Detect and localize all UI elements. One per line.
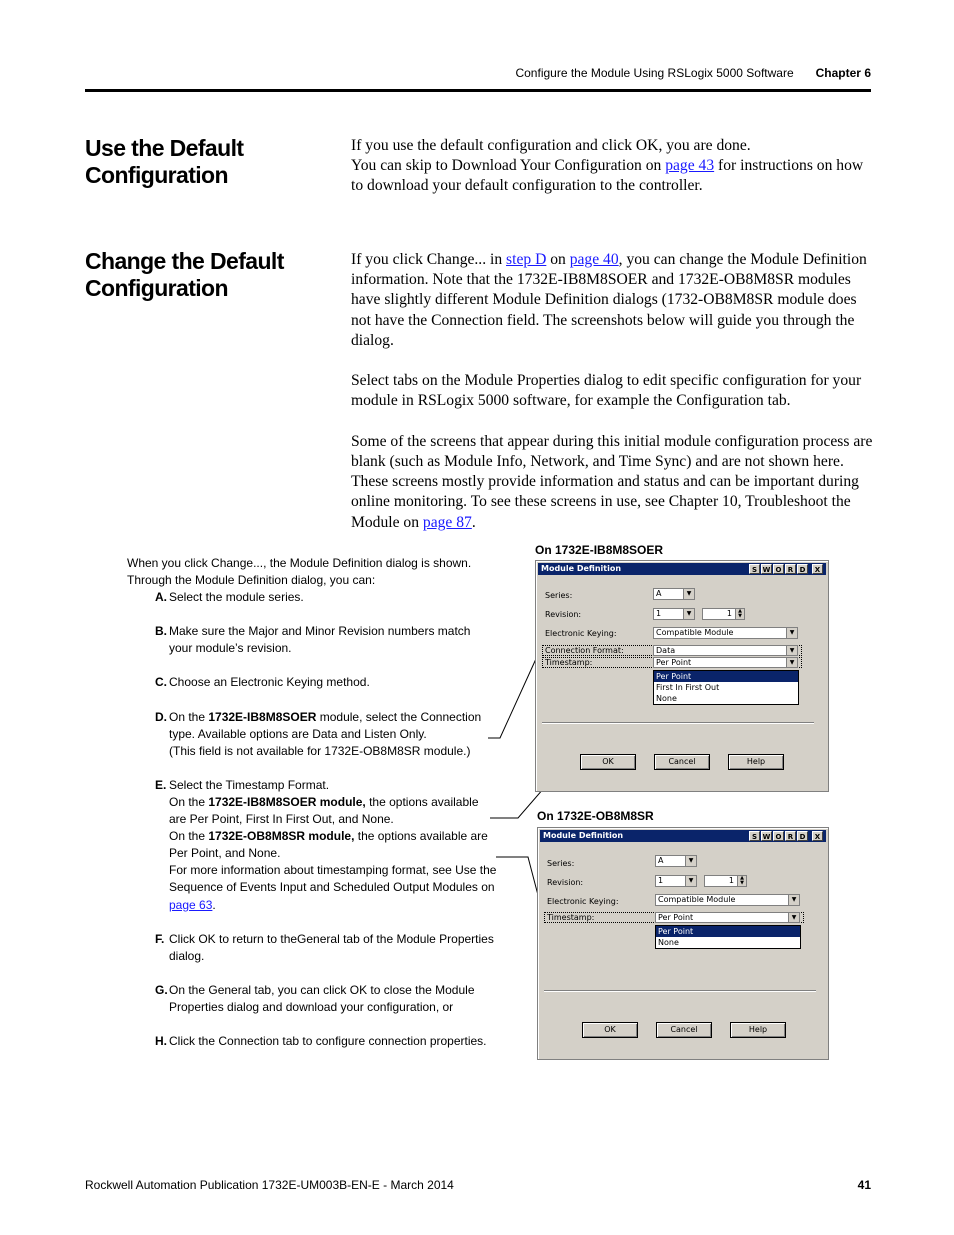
series-value: A: [658, 856, 664, 865]
revision-minor-value: 1: [726, 609, 732, 618]
o-button[interactable]: O: [773, 564, 784, 574]
ok-button[interactable]: OK: [582, 1022, 638, 1038]
text-run: .: [471, 513, 476, 531]
revision-major-select[interactable]: [655, 875, 697, 887]
revision-minor-input[interactable]: [704, 875, 738, 887]
d-button[interactable]: D: [797, 831, 808, 841]
dialog2-caption: On 1732E-OB8M8SR: [537, 809, 654, 823]
module-definition-dialog-1: [535, 560, 829, 792]
text-run: Some of the screens that appear during this initial module configuration process are blank (such as Module Info, Network, and Time Sync) and are not shown here. These screens mostly provide information and status and can be important during online monitoring. To see these screens in use, see Chapter 10, Troubleshoot the Module on: [351, 432, 873, 531]
dialog-title: Module Definition: [541, 564, 622, 573]
text-run: If you click Change... in: [351, 251, 507, 268]
text-run: .: [212, 897, 216, 912]
callout-connection: [488, 650, 540, 738]
option-per-point[interactable]: Per Point: [656, 926, 800, 937]
spinner-icon[interactable]: ▲ ▼: [735, 608, 745, 620]
chevron-down-icon: ▼: [786, 658, 797, 667]
r-button[interactable]: R: [785, 564, 796, 574]
revision-minor-value: 1: [728, 876, 734, 885]
revision-major-select[interactable]: [653, 608, 695, 620]
s-button[interactable]: S: [749, 564, 760, 574]
chevron-down-icon: ▼: [683, 589, 694, 599]
timestamp-label: Timestamp:: [545, 658, 593, 667]
section-title-line: Configuration: [85, 275, 228, 301]
section-title-line: Use the Default: [85, 135, 244, 161]
page-43-link[interactable]: page 43: [665, 157, 715, 175]
timestamp-select[interactable]: [653, 657, 798, 668]
text-run: You can skip to Download Your Configuration on: [351, 157, 666, 175]
section-title-line: Change the Default: [85, 248, 284, 274]
text-run: On the: [169, 829, 209, 844]
timestamp-value: Per Point: [658, 913, 694, 922]
header-chapter: Chapter 6: [815, 66, 871, 80]
timestamp-value: Per Point: [656, 658, 692, 667]
series-label: Series:: [547, 859, 575, 868]
keying-label: Electronic Keying:: [547, 897, 619, 906]
chevron-down-icon: ▼: [685, 856, 696, 866]
s-button[interactable]: S: [749, 831, 760, 841]
revision-label: Revision:: [547, 878, 584, 887]
keying-select[interactable]: [655, 894, 800, 906]
series-label: Series:: [545, 591, 573, 600]
chevron-down-icon: ▼: [786, 646, 797, 655]
step-text: Make sure the Major and Minor Revision numbers match your module’s revision.: [169, 624, 471, 656]
chevron-down-icon: ▼: [788, 913, 799, 922]
dialog-titlebar: [540, 830, 826, 842]
step-key: D.: [155, 709, 167, 724]
page-87-link[interactable]: page 87: [422, 513, 472, 531]
w-button[interactable]: W: [762, 566, 771, 574]
step-text: Click OK to return to theGeneral tab of the Module Properties dialog.: [169, 931, 494, 963]
titlebar-buttons: [748, 564, 823, 576]
titlebar-buttons: [748, 831, 823, 843]
o-button[interactable]: O: [773, 831, 784, 841]
step-key: C.: [155, 675, 167, 690]
series-select[interactable]: [653, 588, 695, 600]
separator: [542, 722, 814, 724]
step-text: On the General tab, you can click OK to close the Module Properties dialog and download your configuration, or: [169, 982, 475, 1014]
module-definition-dialog-2: [537, 827, 829, 1060]
text-run: for instructions on how to download your default configuration to the controller.: [351, 157, 864, 195]
text-run: the options available are Per Point, and None.: [169, 829, 488, 861]
revision-major-value: 1: [656, 609, 662, 618]
d-button[interactable]: D: [797, 564, 808, 574]
text-run: On the: [169, 709, 209, 724]
text-run: , you can change the Module Definition information. Note that the 1732E-IB8M8SOER and 1732E-OB8M8SR modules have slightly different Module Definition dialogs (1732-OB8M8SR module does not have the Connection field. The screenshots below will guide you through the dialog.: [351, 251, 867, 349]
timestamp-select[interactable]: [655, 912, 800, 923]
text-run: For more information about timestamping format, see Use the Sequence of Events Input and Scheduled Output Modules on: [169, 863, 497, 895]
step-key: G.: [155, 982, 168, 997]
step-key: A.: [155, 590, 167, 605]
ok-button[interactable]: OK: [580, 754, 636, 770]
connection-format-value: Data: [656, 646, 676, 655]
option-fifo[interactable]: First In First Out: [656, 683, 720, 692]
timestamp-label: Timestamp:: [547, 913, 595, 922]
step-key: F.: [155, 931, 165, 946]
step-text: Select the Timestamp Format.: [169, 777, 330, 792]
step-text: Click the Connection tab to configure connection properties.: [169, 1033, 487, 1048]
change-p2: Select tabs on the Module Properties dialog to edit specific configuration for your module in RSLogix 5000 software, for example the Configuration tab.: [351, 372, 862, 410]
keying-value: Compatible Module: [656, 628, 734, 637]
step-note: (This field is not available for 1732E-OB8M8SR module.): [169, 743, 471, 758]
model-name: 1732E-OB8M8SR module,: [208, 829, 355, 844]
cancel-button[interactable]: Cancel: [656, 1022, 712, 1038]
model-name: 1732E-IB8M8SOER: [208, 709, 317, 724]
connection-format-select[interactable]: [653, 645, 798, 656]
page-40-link[interactable]: page 40: [569, 251, 619, 268]
model-name: 1732E-IB8M8SOER module,: [208, 794, 366, 809]
step-text: Choose an Electronic Keying method.: [169, 675, 370, 690]
cancel-button[interactable]: Cancel: [654, 754, 710, 770]
help-button[interactable]: Help: [730, 1022, 786, 1038]
text-run: on: [546, 251, 570, 268]
page-63-link[interactable]: page 63: [169, 897, 213, 912]
series-select[interactable]: [655, 855, 697, 867]
keying-label: Electronic Keying:: [545, 629, 617, 638]
w-button[interactable]: W: [762, 833, 771, 841]
option-per-point[interactable]: Per Point: [654, 671, 798, 682]
section-title-line: Configuration: [85, 162, 228, 188]
step-d-link[interactable]: step D: [506, 251, 547, 268]
text-run: On the: [169, 794, 209, 809]
option-none[interactable]: None: [658, 938, 679, 947]
close-icon[interactable]: X: [812, 831, 823, 841]
step-key: E.: [155, 777, 167, 792]
text-run: the options available are Per Point, First In First Out, and None.: [169, 794, 479, 827]
dialog-title: Module Definition: [543, 831, 624, 840]
spinner-icon[interactable]: ▲ ▼: [737, 875, 747, 887]
footer-publication: Rockwell Automation Publication 1732E-UM003B-EN-E - March 2014: [85, 1178, 454, 1192]
connection-format-label: Connection Format:: [545, 646, 624, 655]
step-text: Select the module series.: [169, 590, 304, 605]
page-number: 41: [857, 1178, 871, 1192]
help-button[interactable]: Help: [728, 754, 784, 770]
chevron-down-icon: ▼: [683, 609, 694, 619]
text-run: module, select the Connection type. Available options are Data and Listen Only.: [169, 709, 482, 741]
dialog1-caption: On 1732E-IB8M8SOER: [535, 543, 664, 557]
dialog-titlebar: [538, 563, 826, 575]
revision-major-value: 1: [658, 876, 664, 885]
keying-value: Compatible Module: [658, 895, 736, 904]
default-p1a: If you use the default configuration and click OK, you are done.: [351, 137, 751, 154]
chevron-down-icon: ▼: [685, 876, 696, 886]
step-key: H.: [155, 1033, 167, 1048]
header-section: Configure the Module Using RSLogix 5000 Software: [515, 66, 794, 80]
close-icon[interactable]: X: [812, 564, 823, 574]
revision-minor-input[interactable]: [702, 608, 736, 620]
r-button[interactable]: R: [785, 831, 796, 841]
step-key: B.: [155, 624, 167, 639]
option-none[interactable]: None: [656, 694, 677, 703]
steps-intro: When you click Change..., the Module Definition dialog is shown. Through the Module Definition dialog, you can:: [127, 556, 472, 588]
keying-select[interactable]: [653, 627, 798, 639]
series-value: A: [656, 589, 662, 598]
timestamp-options-list: [655, 925, 801, 949]
timestamp-options-list: [653, 670, 799, 705]
separator: [544, 990, 816, 992]
revision-label: Revision:: [545, 610, 582, 619]
chevron-down-icon: ▼: [786, 628, 797, 638]
chevron-down-icon: ▼: [788, 895, 799, 905]
